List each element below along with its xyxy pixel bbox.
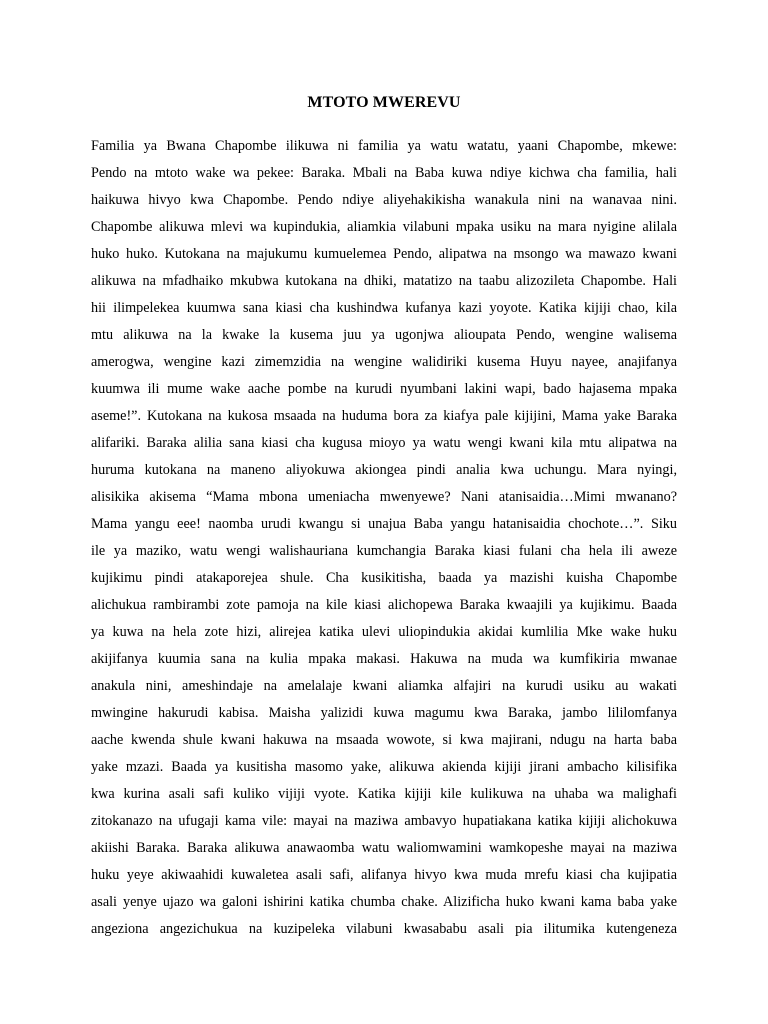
story-line: mwingine hakurudi kabisa. Maisha yalizidi kuwa magumu kwa Baraka, jambo lililomfanya: [91, 705, 677, 721]
story-line: huruma kutokana na maneno aliyokuwa akiongea pindi analia kwa uchungu. Mara nyingi,: [91, 462, 677, 478]
story-line: huku yeye akiwaahidi kuwaletea asali safi, alifanya hivyo kwa muda mrefu kiasi cha kujipatia: [91, 867, 677, 883]
story-line: huko huko. Kutokana na majukumu kumuelemea Pendo, alipatwa na msongo wa mawazo kwani: [91, 246, 677, 262]
document-title: MTOTO MWEREVU: [307, 94, 461, 111]
story-line: akijifanya kuumia sana na kulia mpaka makasi. Hakuwa na muda wa kumfikiria mwanae: [91, 651, 677, 667]
story-line: zitokanazo na ufugaji kama vile: mayai na maziwa ambavyo hupatiakana katika kijiji alichokuwa: [91, 813, 677, 829]
story-line: ya kuwa na hela zote hizi, alirejea katika ulevi uliopindukia akidai kumlilia Mke wake huku: [91, 624, 677, 640]
story-line: ile ya maziko, watu wengi walishauriana kumchangia Baraka kiasi fulani cha hela ili aweze: [91, 543, 677, 559]
story-line: yake mzazi. Baada ya kusitisha masomo yake, alikuwa akienda kijiji jirani ambacho kilisifika: [91, 759, 677, 775]
story-line: Pendo na mtoto wake wa pekee: Baraka. Mbali na Baba kuwa ndiye kichwa cha familia, hali: [91, 165, 677, 181]
story-line: alifariki. Baraka alilia sana kiasi cha kugusa mioyo ya watu wengi kwani kila mtu alipatwa na: [91, 435, 677, 451]
story-line: akiishi Baraka. Baraka alikuwa anawaomba watu waliomwamini wamkopeshe mayai na maziwa: [91, 840, 677, 856]
story-line: alikuwa na mfadhaiko mkubwa kutokana na dhiki, matatizo na taabu alizozileta Chapombe. Hali: [91, 273, 677, 289]
story-line: angeziona angezichukua na kuzipeleka vilabuni kwasababu asali pia ilitumika kutengeneza: [91, 921, 677, 937]
story-line: alisikika akisema “Mama mbona umeniacha mwenyewe? Nani atanisaidia…Mimi mwanano?: [91, 489, 677, 505]
story-line: Familia ya Bwana Chapombe ilikuwa ni familia ya watu watatu, yaani Chapombe, mkewe:: [91, 138, 677, 154]
story-body: [91, 133, 677, 943]
story-line: mtu alikuwa na la kwake la kusema juu ya ugonjwa alioupata Pendo, wengine walisema: [91, 327, 677, 343]
story-line: Mama yangu eee! naomba urudi kwangu si unajua Baba yangu hatanisaidia chochote…”. Siku: [91, 516, 677, 532]
story-line: kuumwa ili mume wake aache pombe na kurudi nyumbani lakini wapi, bado hajasema mpaka: [91, 381, 677, 397]
story-line: amerogwa, wengine kazi zimemzidia na wengine walidiriki kusema Huyu nayee, anajifanya: [91, 354, 677, 370]
story-line: Chapombe alikuwa mlevi wa kupindukia, aliamkia vilabuni mpaka usiku na mara nyigine alilala: [91, 219, 677, 235]
story-line: aache kwenda shule kwani hakuwa na msaada wowote, si kwa majirani, ndugu na harta baba: [91, 732, 677, 748]
story-line: kwa kurina asali safi kuliko vijiji vyote. Katika kijiji kile kulikuwa na uhaba wa malighafi: [91, 786, 677, 802]
story-line: haikuwa hivyo kwa Chapombe. Pendo ndiye aliyehakikisha wanakula nini na wanavaa nini.: [91, 192, 677, 208]
story-line: aseme!”. Kutokana na kukosa msaada na huduma bora za kiafya pale kijijini, Mama yake Baraka: [91, 408, 677, 424]
story-line: kujikimu pindi atakaporejea shule. Cha kusikitisha, baada ya mazishi kuisha Chapombe: [91, 570, 677, 586]
story-line: hii ilimpelekea kuumwa sana kiasi cha kushindwa kufanya kazi yoyote. Katika kijiji chao, kila: [91, 300, 677, 316]
story-line: anakula nini, ameshindaje na amelalaje kwani aliamka alfajiri na kurudi usiku au wakati: [91, 678, 677, 694]
story-line: alichukua rambirambi zote pamoja na kile kiasi alichopewa Baraka kwaajili ya kujikimu. Baada: [91, 597, 677, 613]
story-line: asali yenye ujazo wa galoni ishirini katika chumba chake. Alizificha huko kwani kama baba yake: [91, 894, 677, 910]
